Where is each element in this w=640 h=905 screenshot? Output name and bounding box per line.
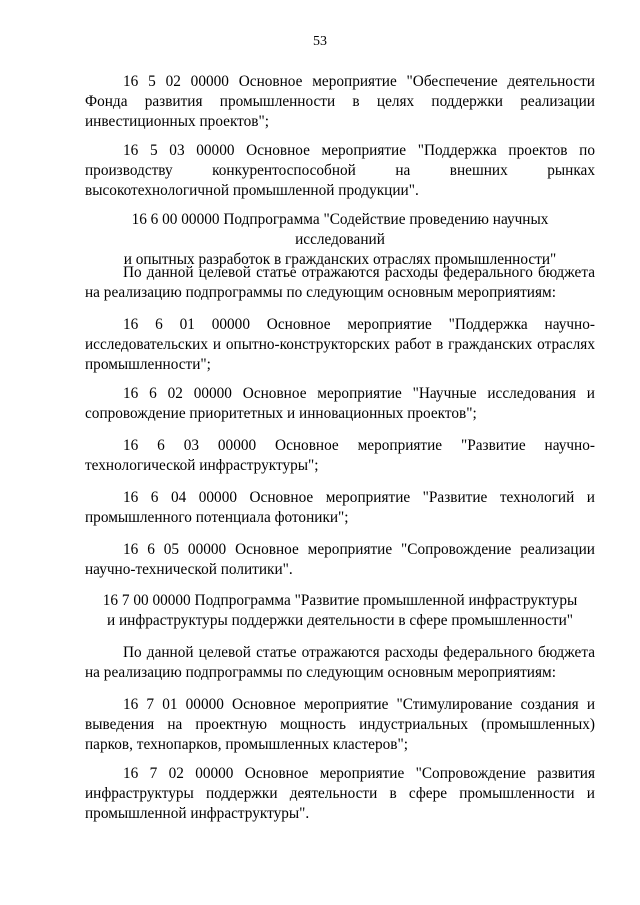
subprogram-heading-16-6	[85, 210, 595, 270]
paragraph-intro-16-7: По данной целевой статье отражаются расходы федерального бюджета на реализацию подпрограммы по следующим основным мероприятиям:	[85, 644, 595, 681]
paragraph-16-6-03: 16 6 03 00000 Основное мероприятие "Развитие научно-технологической инфраструктуры";	[85, 437, 595, 474]
paragraph-16-5-02: 16 5 02 00000 Основное мероприятие "Обеспечение деятельности Фонда развития промышленности в целях поддержки реализации инвестиционных проектов";	[85, 73, 595, 130]
paragraph-intro-16-6: По данной целевой статье отражаются расходы федерального бюджета на реализацию подпрограммы по следующим основным мероприятиям:	[85, 264, 595, 301]
heading-line: 16 6 00 00000 Подпрограмма "Содействие проведению научных исследований	[131, 211, 549, 248]
paragraph-16-6-05: 16 6 05 00000 Основное мероприятие "Сопровождение реализации научно-технической политики".	[85, 541, 595, 578]
paragraph-16-6-02: 16 6 02 00000 Основное мероприятие "Научные исследования и сопровождение приоритетных и инновационных проектов";	[85, 385, 595, 422]
paragraph-16-6-04: 16 6 04 00000 Основное мероприятие "Развитие технологий и промышленного потенциала фотоники";	[85, 489, 595, 526]
paragraph-16-5-03: 16 5 03 00000 Основное мероприятие "Поддержка проектов по производству конкурентоспособной на внешних рынках высокотехнологичной промышленной продукции".	[85, 142, 595, 199]
subprogram-heading-16-7	[85, 591, 595, 631]
paragraph-16-7-02: 16 7 02 00000 Основное мероприятие "Сопровождение развития инфраструктуры поддержки деятельности в сфере промышленности и промышленной инфраструктуры".	[85, 765, 595, 822]
paragraph-16-7-01: 16 7 01 00000 Основное мероприятие "Стимулирование создания и выведения на проектную мощность индустриальных (промышленных) парков, технопарков, промышленных кластеров";	[85, 696, 595, 753]
heading-line: и опытных разработок в гражданских отраслях промышленности"	[123, 251, 557, 268]
heading-line: 16 7 00 00000 Подпрограмма "Развитие промышленной инфраструктуры	[102, 592, 578, 609]
page-number: 53	[313, 34, 327, 49]
paragraph-16-6-01: 16 6 01 00000 Основное мероприятие "Поддержка научно-исследовательских и опытно-конструкторских работ в гражданских отраслях промышленности";	[85, 316, 595, 373]
heading-line: и инфраструктуры поддержки деятельности в сфере промышленности"	[106, 612, 574, 629]
